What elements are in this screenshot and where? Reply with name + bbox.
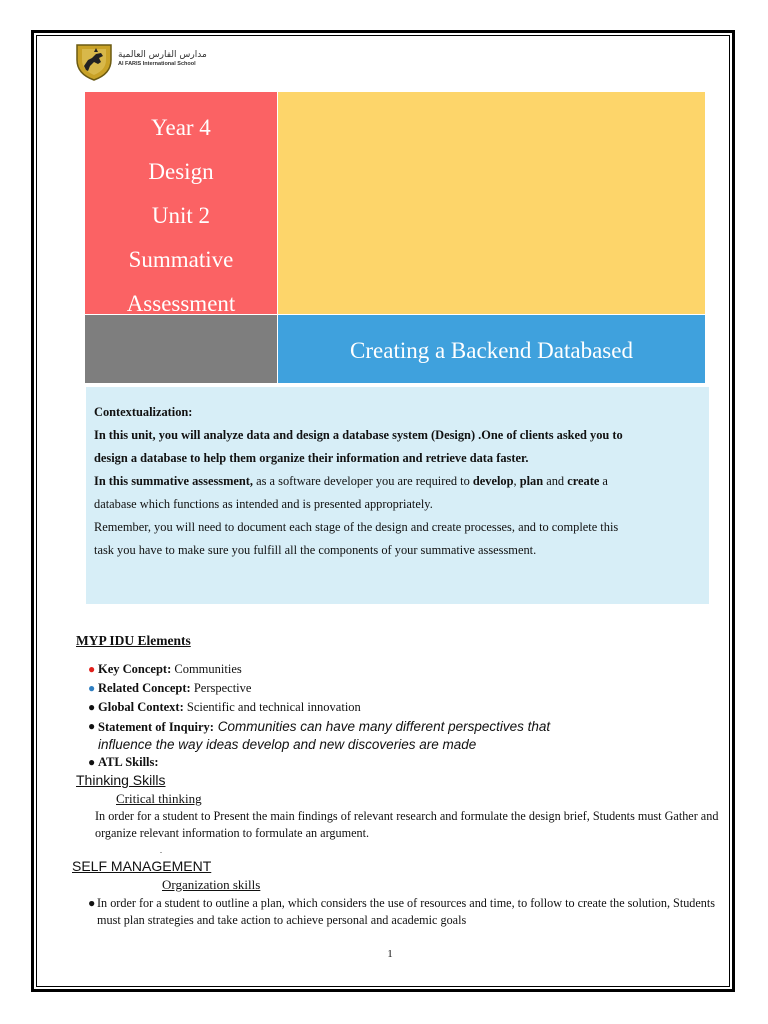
self-management-heading: SELF MANAGEMENT — [72, 858, 212, 874]
statement-of-inquiry-item: ● Statement of Inquiry: Communities can have many different perspectives that — [88, 719, 551, 734]
organization-skills-text: In order for a student to outline a plan, which considers the use of resources and time, to follow to create the solution, Students must plan strategies and take action to achieve personal and academic goals — [97, 896, 716, 927]
stray-dot: . — [160, 846, 162, 855]
unit-title-box — [85, 92, 277, 314]
bullet-icon: ● — [88, 896, 96, 910]
bullet-icon: ● — [88, 700, 96, 714]
organization-skills-text-block — [88, 895, 724, 929]
contextualization-box — [86, 387, 709, 604]
logo-english-text: Al FARIS International School — [118, 61, 196, 67]
grey-banner — [85, 315, 277, 383]
unit-type-line2: Assessment — [126, 291, 236, 314]
unit-type-line1: Summative — [128, 247, 234, 272]
bullet-icon: ● — [88, 681, 96, 695]
project-title-box — [278, 315, 705, 383]
context-line-1: In this unit, you will analyze data and design a database system (Design) .One of clients asked you to — [94, 428, 623, 442]
unit-number: Unit 2 — [151, 203, 211, 228]
bullet-icon: ● — [88, 662, 96, 676]
atl-skills-item: ● ATL Skills: — [88, 753, 708, 772]
thinking-skills-heading: Thinking Skills — [76, 772, 166, 788]
global-context-item: ● Global Context: Scientific and technical innovation — [88, 698, 708, 717]
myp-elements-list — [88, 660, 708, 772]
unit-subject: Design — [148, 159, 214, 184]
logo-arabic-text: مدارس الفارس العالمية — [118, 50, 207, 60]
bullet-icon: ● — [88, 755, 96, 769]
shield-horse-icon — [74, 42, 114, 82]
school-logo — [74, 42, 224, 82]
bullet-icon: ● — [88, 719, 96, 733]
key-concept-item: ● Key Concept: Communities — [88, 660, 708, 679]
yellow-banner — [278, 92, 705, 314]
context-line-4: database which functions as intended and is presented appropriately. — [94, 497, 433, 511]
context-heading: Contextualization: — [94, 405, 193, 419]
myp-elements-heading: MYP IDU Elements — [76, 633, 191, 648]
related-concept-item: ● Related Concept: Perspective — [88, 679, 708, 698]
critical-thinking-subheading: Critical thinking — [116, 791, 202, 806]
context-line-5: Remember, you will need to document each stage of the design and create processes, and to complete this — [94, 520, 619, 534]
context-line-2: design a database to help them organize their information and retrieve data faster. — [94, 451, 529, 465]
unit-year: Year 4 — [151, 115, 211, 140]
page-number: 1 — [387, 948, 393, 960]
statement-of-inquiry-continuation: influence the way ideas develop and new discoveries are made — [98, 737, 477, 752]
project-title: Creating a Backend Databased — [350, 338, 633, 363]
critical-thinking-text: In order for a student to Present the main findings of relevant research and formulate the design brief, Students must Gather and organize relevant information to formulate an argument. — [95, 809, 719, 840]
context-line-3: In this summative assessment, as a software developer you are required to develop, plan and create a — [94, 474, 608, 488]
organization-skills-subheading: Organization skills — [162, 877, 261, 892]
context-line-6: task you have to make sure you fulfill all the components of your summative assessment. — [94, 543, 537, 557]
